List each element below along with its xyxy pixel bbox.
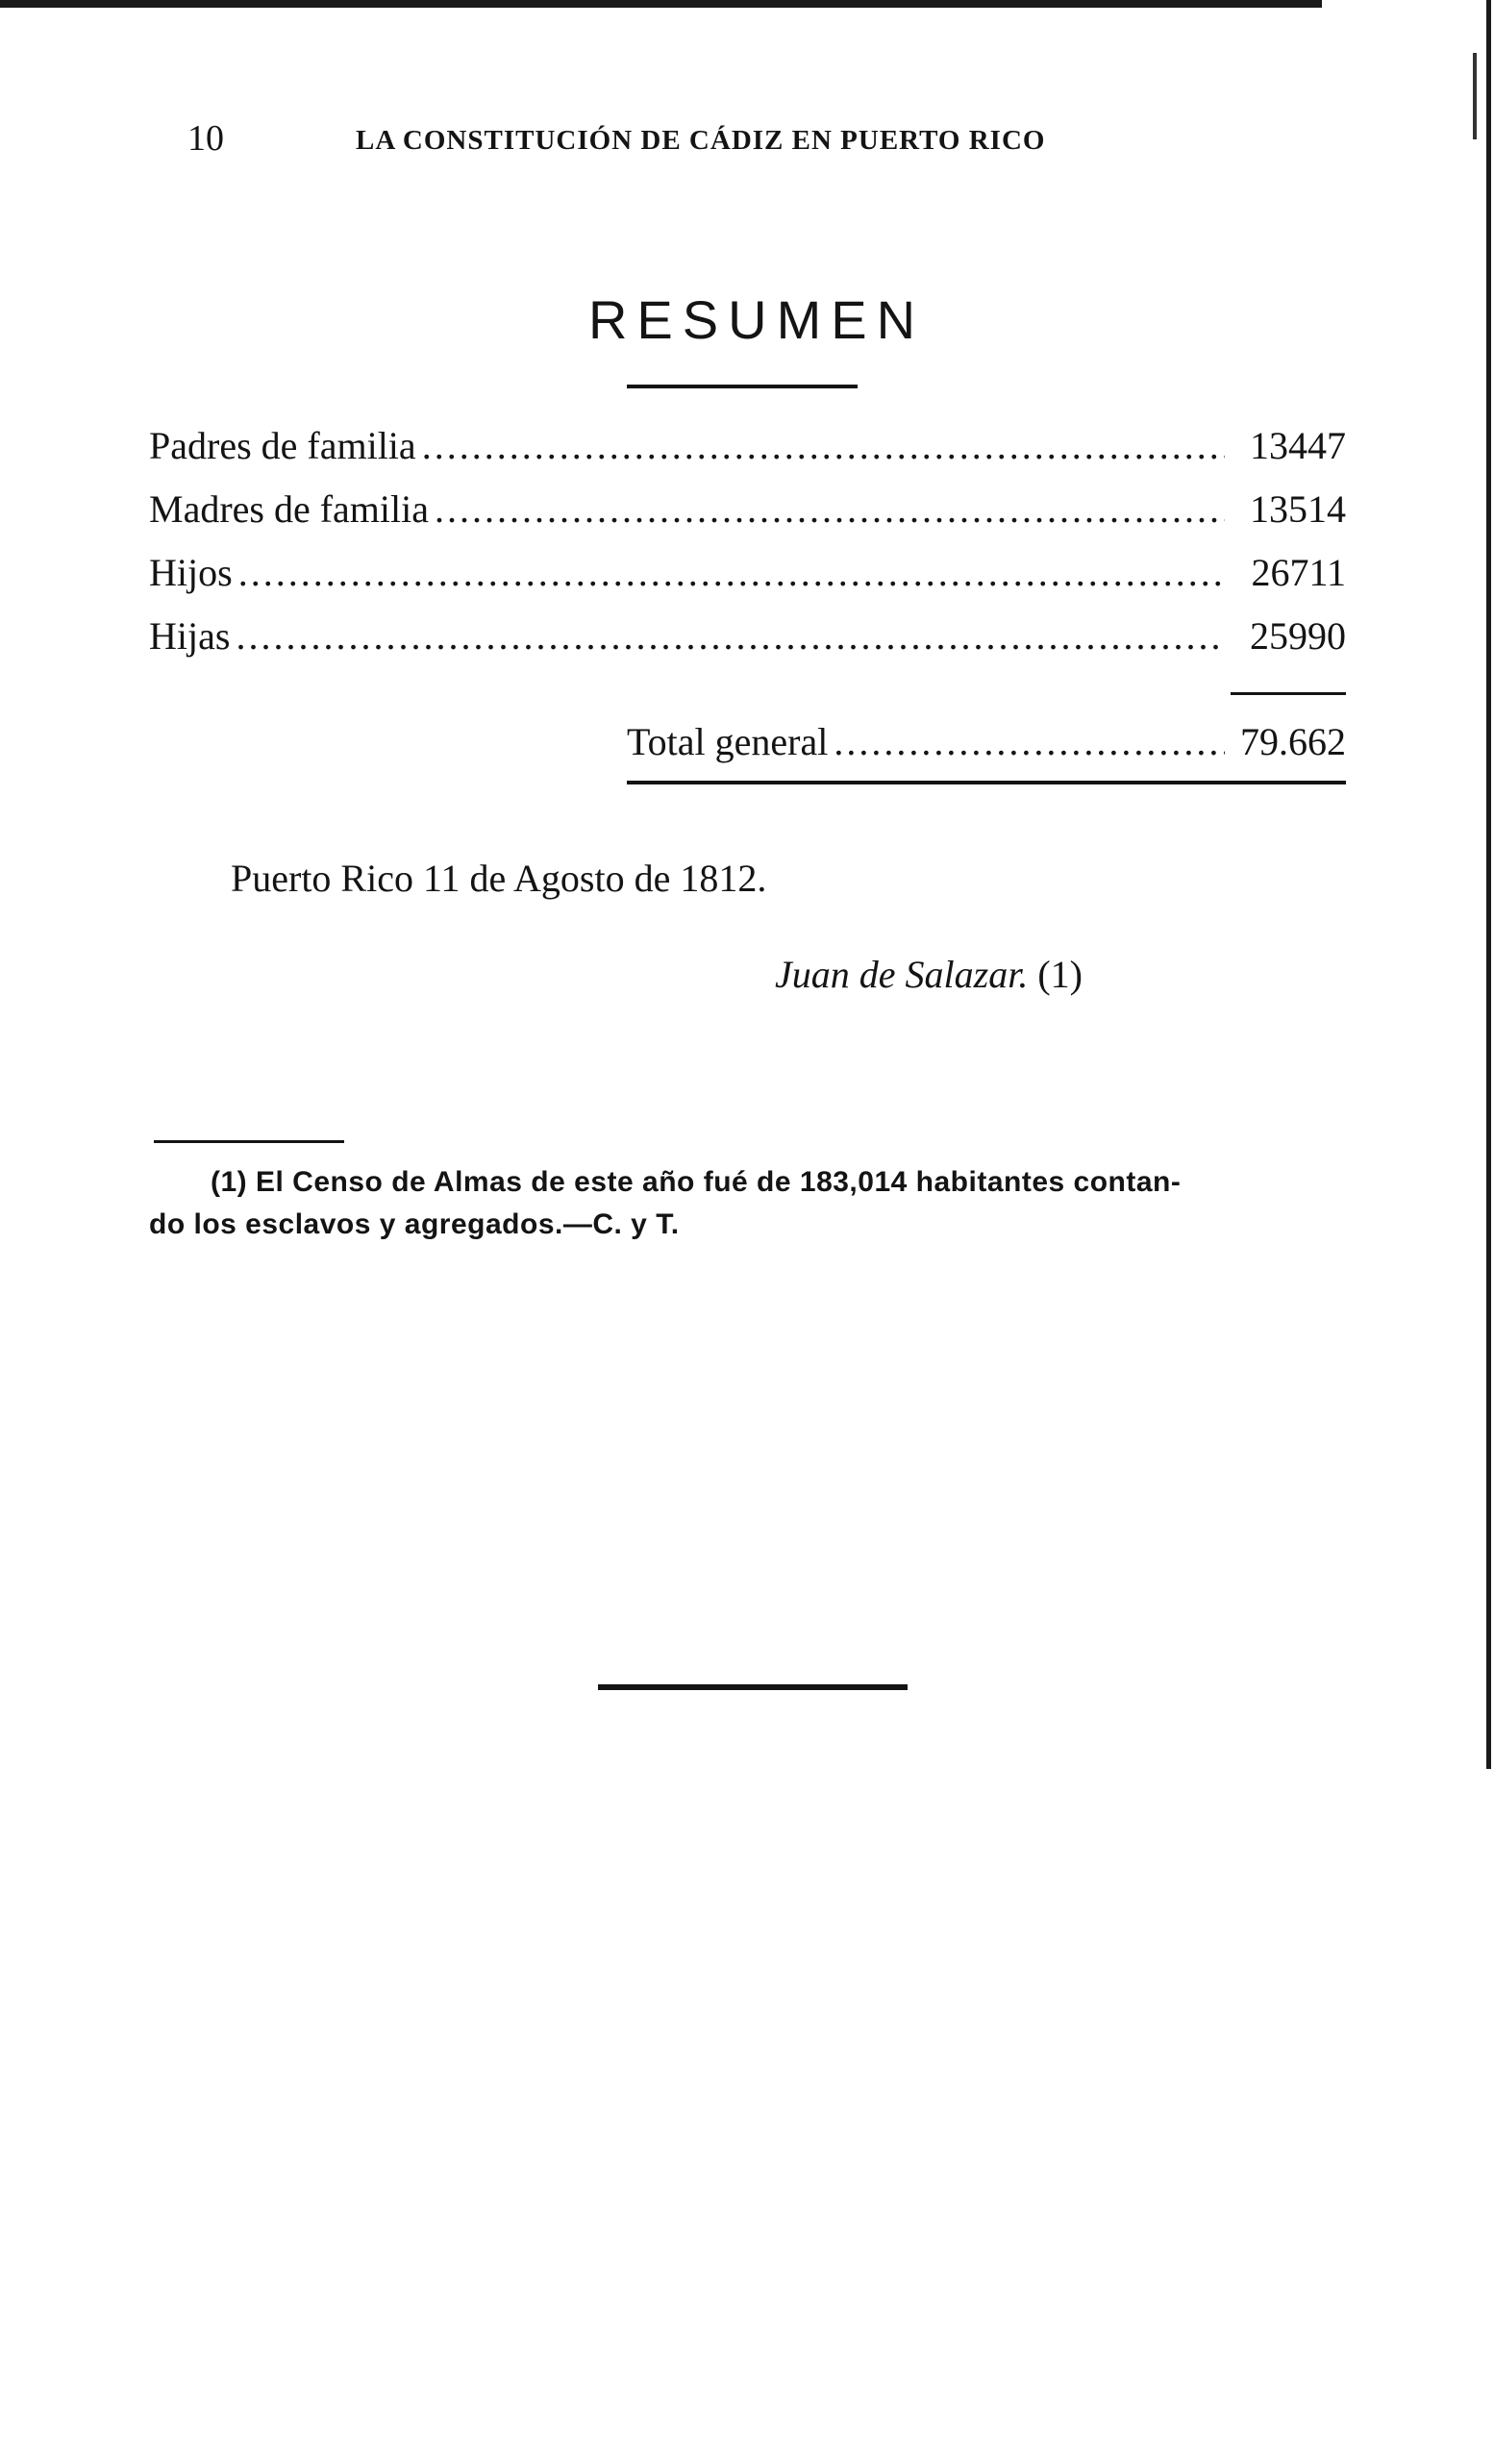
top-border-line [0, 0, 1322, 8]
sum-rule [1231, 692, 1346, 695]
row-label: Hijos [149, 551, 233, 594]
dot-leader [834, 719, 1225, 764]
total-underline [627, 781, 1346, 784]
row-label: Padres de familia [149, 424, 416, 467]
row-label: Madres de familia [149, 487, 429, 531]
dot-leader [236, 613, 1225, 659]
footnote-separator [154, 1140, 344, 1143]
summary-row-padres [149, 423, 1346, 486]
page-edge-mark [1473, 53, 1477, 139]
signature-name: Juan de Salazar. [775, 953, 1029, 996]
summary-table [149, 423, 1346, 677]
summary-row-madres [149, 486, 1346, 550]
footnote-line: do los esclavos y agregados.—C. y T. [149, 1208, 680, 1240]
total-row [627, 719, 1346, 764]
row-value: 13447 [1250, 424, 1346, 467]
signature [775, 952, 1083, 997]
dot-leader [422, 423, 1225, 468]
row-label: Hijas [149, 614, 231, 658]
footnote-reference: (1) [1037, 953, 1083, 996]
heading-underline [627, 385, 858, 388]
page-number: 10 [187, 118, 224, 159]
row-value: 25990 [1250, 614, 1346, 658]
end-rule [598, 1684, 908, 1690]
row-value: 13514 [1250, 487, 1346, 531]
running-header [187, 117, 1341, 165]
row-value: 26711 [1251, 551, 1346, 594]
place-date: Puerto Rico 11 de Agosto de 1812. [231, 857, 767, 900]
dot-leader [238, 550, 1225, 595]
footnote [149, 1161, 1351, 1246]
summary-row-hijos [149, 550, 1346, 613]
summary-row-hijas [149, 613, 1346, 677]
page-edge-line [1486, 0, 1491, 1769]
footnote-line: (1) El Censo de Almas de este año fué de 183,014 habitantes contan- [211, 1166, 1182, 1198]
section-heading: RESUMEN [587, 289, 926, 350]
running-title: LA CONSTITUCIÓN DE CÁDIZ EN PUERTO RICO [356, 125, 1046, 156]
total-label: Total general [627, 720, 829, 763]
total-value: 79.662 [1240, 720, 1346, 763]
dot-leader [435, 486, 1225, 532]
